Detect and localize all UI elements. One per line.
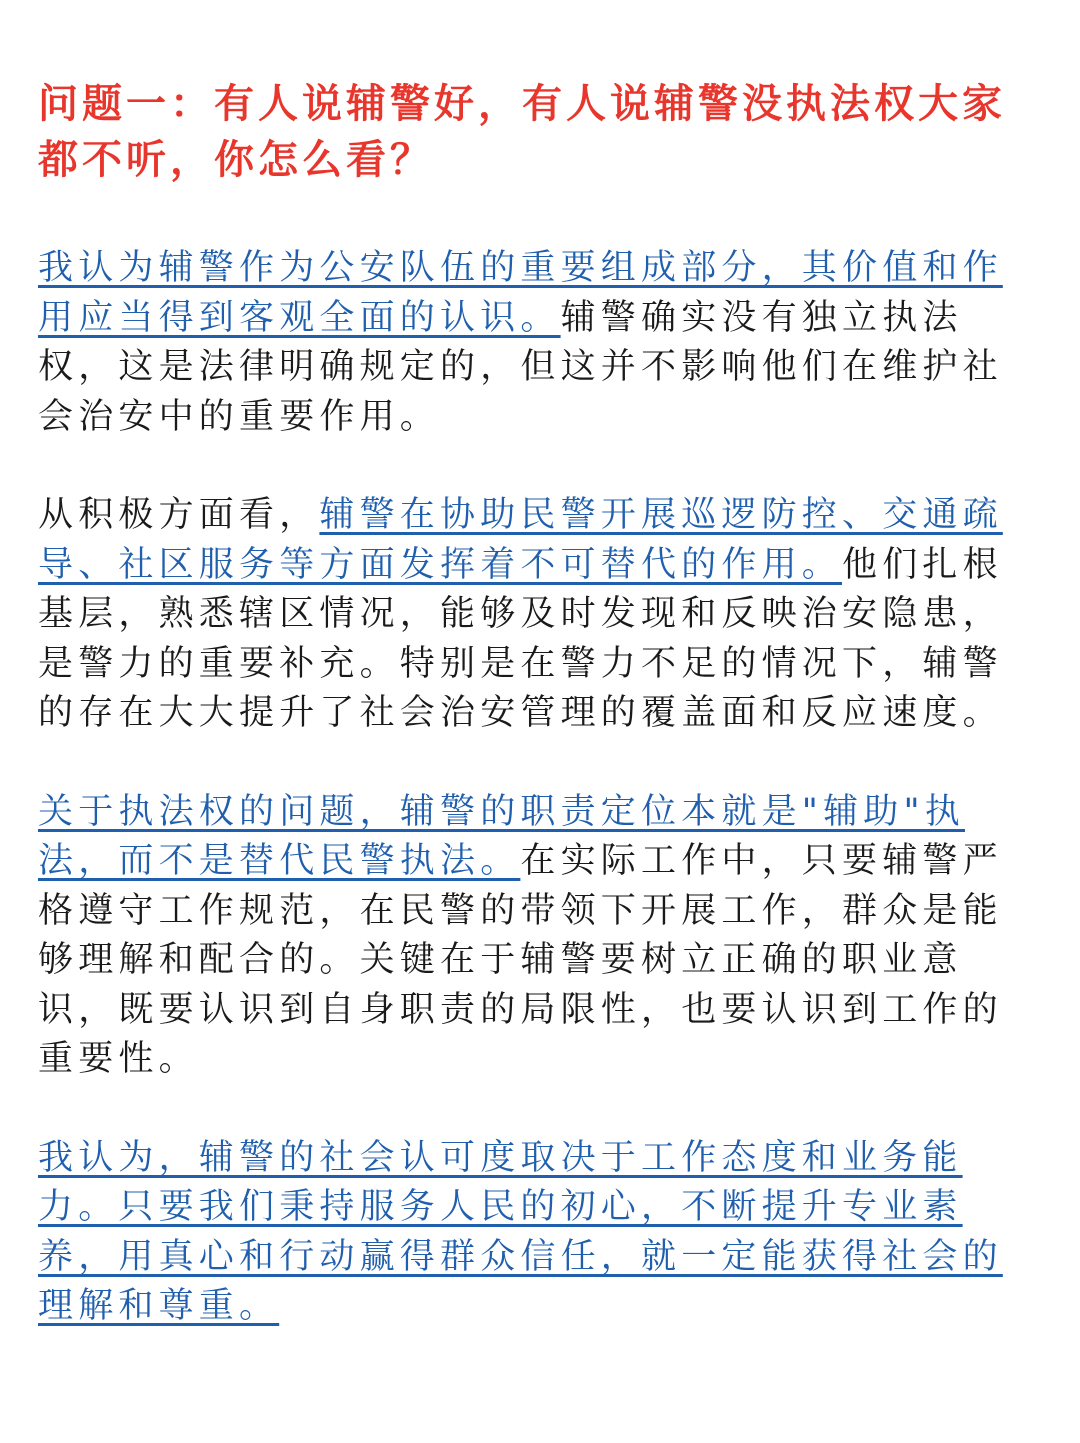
highlighted-sentence: 辅警在协助民警开展巡逻防控、交通疏导、社区服务等方面发挥着不可替代的作用。 [38,495,1003,585]
highlighted-sentence: 我认为辅警作为公安队伍的重要组成部分，其价值和作用应当得到客观全面的认识。 [38,248,1003,338]
paragraph-4 [38,1134,1042,1332]
paragraph-text: 辅警确实没有独立执法权，这是法律明确规定的，但这并不影响他们在维护社会治安中的重要作用。 [38,297,1003,437]
highlighted-sentence: 关于执法权的问题，辅警的职责定位本就是"辅助"执法，而不是替代民警执法。 [38,791,965,881]
paragraph-text: 他们扎根基层，熟悉辖区情况，能够及时发现和反映治安隐患，是警力的重要补充。特别是在警力不足的情况下，辅警的存在大大提升了社会治安管理的覆盖面和反应速度。 [38,544,1003,733]
paragraph-lead: 从积极方面看， [38,495,320,535]
article [38,76,1042,1381]
paragraph-3 [38,788,1042,1085]
paragraph-1 [38,244,1042,442]
question-heading: 问题一：有人说辅警好，有人说辅警没执法权大家都不听，你怎么看？ [38,81,1006,183]
highlighted-sentence: 我认为，辅警的社会认可度取决于工作态度和业务能力。只要我们秉持服务人民的初心，不断提升专业素养，用真心和行动赢得群众信任，就一定能获得社会的理解和尊重。 [38,1137,1003,1326]
paragraph-text: 在实际工作中，只要辅警严格遵守工作规范，在民警的带领下开展工作，群众是能够理解和配合的。关键在于辅警要树立正确的职业意识，既要认识到自身职责的局限性，也要认识到工作的重要性。 [38,841,1003,1079]
paragraph-2 [38,491,1042,739]
